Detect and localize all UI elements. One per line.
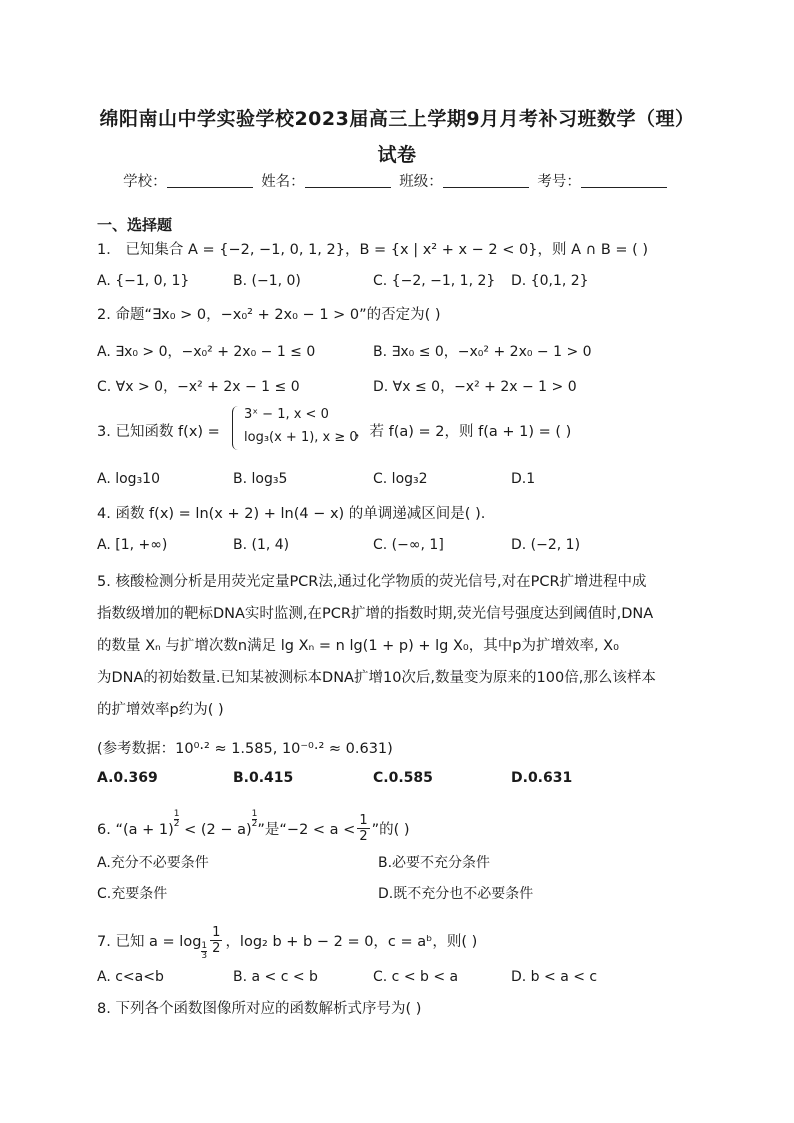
q5-option-c: C.0.585: [373, 770, 433, 786]
q1-option-c: C. {−2, −1, 1, 2}: [373, 273, 496, 289]
q6-option-a: A.充分不必要条件: [97, 855, 209, 871]
student-info-line: [0, 170, 794, 191]
q3-prefix: 3. 已知函数 f(x) =: [97, 424, 220, 440]
q7-option-b: B. a < c < b: [233, 969, 318, 985]
q3-case-1: 3ˣ − 1, x < 0: [244, 407, 329, 422]
q5-line-4: 为DNA的初始数量.已知某被测标本DNA扩增10次后,数量变为原来的100倍,那么该样本: [97, 670, 656, 686]
school-label: 学校：: [123, 174, 167, 190]
q3-option-c: C. log₃2: [373, 471, 428, 487]
q2-option-b: B. ∃x₀ ≤ 0，−x₀² + 2x₀ − 1 > 0: [373, 344, 592, 360]
q3-piecewise-brace: [232, 406, 241, 450]
question-5: [97, 566, 697, 726]
q2-option-a: A. ∃x₀ > 0，−x₀² + 2x₀ − 1 ≤ 0: [97, 344, 316, 360]
q6-stem-part-2: < (2 − a): [179, 822, 252, 838]
question-4: 4. 函数 f(x) = ln(x + 2) + ln(4 − x) 的单调递减区间是( ).: [97, 506, 486, 522]
question-8: 8. 下列各个函数图像所对应的函数解析式序号为( ): [97, 1001, 422, 1017]
q4-option-d: D. (−2, 1): [511, 537, 581, 553]
section-heading: 一、选择题: [97, 216, 173, 234]
exam-title: 绵阳南山中学实验学校2023届高三上学期9月月考补习班数学（理）: [99, 108, 695, 130]
q1-option-b: B. (−1, 0): [233, 273, 301, 289]
q5-option-a: A.0.369: [97, 770, 158, 786]
question-1: 1． 已知集合 A = {−2, −1, 0, 1, 2}，B = {x | x² + x − 2 < 0}，则 A ∩ B = ( ): [97, 242, 649, 258]
q7-log-base: $\frac{1}{3}$: [201, 941, 208, 961]
question-3: [97, 422, 220, 442]
exam-title-line2: 试卷: [377, 144, 417, 166]
q3-option-b: B. log₃5: [233, 471, 288, 487]
q5-option-b: B.0.415: [233, 770, 294, 786]
q5-line-1: 5. 核酸检测分析是用荧光定量PCR法,通过化学物质的荧光信号,对在PCR扩增进程中成: [97, 574, 647, 590]
q6-stem-part-1: 6. “(a + 1): [97, 822, 174, 838]
q3-suffix: ，若 f(a) = 2，则 f(a + 1) = ( ): [355, 424, 572, 440]
q3-option-d: D.1: [511, 471, 536, 487]
q7-option-a: A. c<a<b: [97, 969, 164, 985]
question-7: [97, 925, 477, 961]
school-blank: [167, 173, 253, 188]
q6-stem-part-3: ”是“−2 < a <: [257, 822, 356, 838]
q7-option-c: C. c < b < a: [373, 969, 459, 985]
q6-option-b: B.必要不充分条件: [378, 855, 491, 871]
q6-option-c: C.充要条件: [97, 886, 168, 902]
q5-reference-data: (参考数据：10⁰·² ≈ 1.585, 10⁻⁰·² ≈ 0.631): [97, 741, 393, 757]
q6-exponent-1: $\frac{1}{2}$: [173, 809, 180, 829]
question-6: [97, 810, 410, 844]
q7-fraction-half: $\frac{1}{2}$: [212, 925, 221, 956]
q3-option-a: A. log₃10: [97, 471, 160, 487]
q7-option-d: D. b < a < c: [511, 969, 598, 985]
name-blank: [305, 173, 391, 188]
q5-line-5: 的扩增效率p约为( ): [97, 702, 224, 718]
question-2: 2. 命题“∃x₀ > 0，−x₀² + 2x₀ − 1 > 0”的否定为( ): [97, 307, 441, 323]
q4-option-b: B. (1, 4): [233, 537, 290, 553]
q2-option-c: C. ∀x > 0，−x² + 2x − 1 ≤ 0: [97, 379, 300, 395]
q1-option-a: A. {−1, 0, 1}: [97, 273, 190, 289]
q6-fraction-half: $\frac{1}{2}$: [359, 813, 368, 844]
q6-option-d: D.既不充分也不必要条件: [378, 886, 534, 902]
q3-case-2: log₃(x + 1), x ≥ 0: [244, 430, 358, 445]
class-blank: [443, 173, 529, 188]
q4-option-c: C. (−∞, 1]: [373, 537, 444, 553]
q7-stem-part-1: 7. 已知 a = log: [97, 934, 202, 950]
number-blank: [581, 173, 667, 188]
number-label: 考号：: [537, 174, 581, 190]
q7-stem-part-2: ，log₂ b + b − 2 = 0，c = aᵇ，则( ): [225, 934, 478, 950]
q5-line-3: 的数量 Xₙ 与扩增次数n满足 lg Xₙ = n lg(1 + p) + lg X₀，其中p为扩增效率, X₀: [97, 638, 619, 654]
q2-option-d: D. ∀x ≤ 0，−x² + 2x − 1 > 0: [373, 379, 577, 395]
q6-stem-part-4: ”的( ): [371, 822, 410, 838]
class-label: 班级：: [399, 174, 443, 190]
q5-option-d: D.0.631: [511, 770, 573, 786]
q5-line-2: 指数级增加的靶标DNA实时监测,在PCR扩增的指数时期,荧光信号强度达到阈值时,DNA: [97, 606, 654, 622]
q1-option-d: D. {0,1, 2}: [511, 273, 589, 289]
name-label: 姓名：: [261, 174, 305, 190]
q6-exponent-2: $\frac{1}{2}$: [251, 809, 258, 829]
q4-option-a: A. [1, +∞): [97, 537, 168, 553]
